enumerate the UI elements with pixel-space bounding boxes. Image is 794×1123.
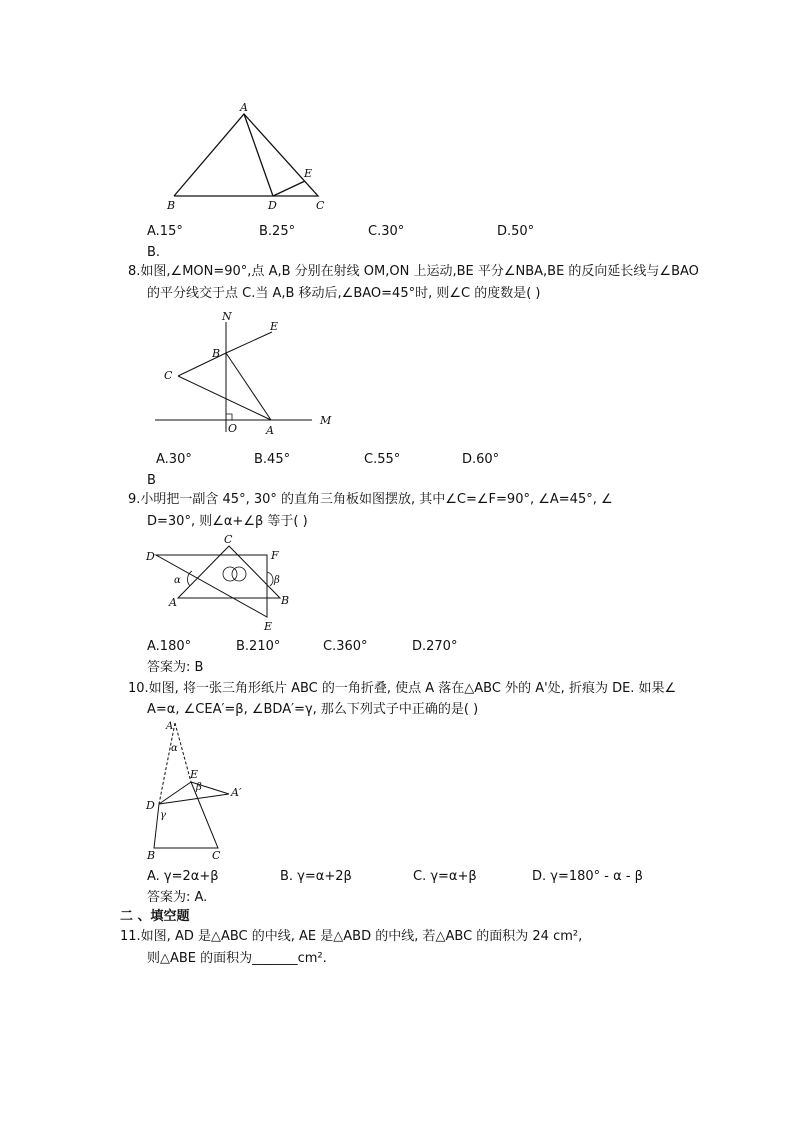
q11-stem-line1: 11.如图, AD 是△ABC 的中线, AE 是△ABD 的中线, 若△ABC 的面积为 24 cm², — [120, 929, 583, 944]
q7-label-E: E — [304, 167, 313, 180]
q9-label-D: D — [146, 550, 155, 563]
q10-stem-line1: 10.如图, 将一张三角形纸片 ABC 的一角折叠, 使点 A 落在△ABC 外的 A'处, 折痕为 DE. 如果∠ — [128, 681, 677, 696]
q9-option-b: B.210° — [236, 639, 281, 654]
q10-option-b: B. γ=α+2β — [280, 869, 352, 884]
q10-label-A: A — [166, 721, 174, 732]
q8-label-N: N — [222, 310, 232, 323]
q8-option-a: A.30° — [156, 452, 192, 467]
q9-label-beta: β — [274, 575, 280, 586]
q8-label-O: O — [228, 422, 238, 435]
q7-option-b: B.25° — [259, 224, 296, 239]
q10-figure — [140, 720, 260, 862]
q8-option-c: C.55° — [364, 452, 401, 467]
q10-option-d: D. γ=180° - α - β — [532, 869, 643, 884]
q9-figure — [140, 532, 300, 634]
q10-label-beta: β — [196, 782, 202, 793]
q7-answer: B. — [147, 245, 161, 260]
q7-figure — [160, 98, 340, 213]
q10-label-E: E — [190, 768, 199, 781]
q10-option-a: A. γ=2α+β — [147, 869, 219, 884]
q9-stem-line1: 9.小明把一副含 45°, 30° 的直角三角板如图摆放, 其中∠C=∠F=90°, ∠A=45°, ∠ — [128, 492, 613, 507]
q9-label-F: F — [271, 549, 279, 562]
q10-label-Aprime: A′ — [231, 786, 242, 799]
q10-label-gamma: γ — [160, 810, 166, 821]
section2-title: 二 、填空题 — [120, 909, 190, 924]
q7-option-c: C.30° — [368, 224, 405, 239]
q10-stem-line2: A=α, ∠CEA′=β, ∠BDA′=γ, 那么下列式子中正确的是( ) — [147, 702, 479, 717]
q7-label-D: D — [268, 199, 277, 212]
q10-label-alpha: α — [171, 743, 178, 754]
q10-answer: 答案为: A. — [147, 890, 208, 905]
q8-option-d: D.60° — [462, 452, 500, 467]
q9-label-A: A — [169, 596, 177, 609]
q9-option-a: A.180° — [147, 639, 192, 654]
q8-figure — [150, 308, 340, 440]
q7-label-A: A — [240, 101, 248, 114]
q8-option-b: B.45° — [254, 452, 291, 467]
q8-label-E: E — [270, 320, 279, 333]
q8-label-M: M — [320, 414, 332, 427]
q9-label-C: C — [224, 533, 233, 546]
q9-option-d: D.270° — [412, 639, 458, 654]
q7-option-d: D.50° — [497, 224, 535, 239]
q7-option-a: A.15° — [147, 224, 183, 239]
q10-option-c: C. γ=α+β — [413, 869, 477, 884]
q9-label-B: B — [281, 594, 290, 607]
q7-label-B: B — [167, 199, 176, 212]
q9-answer: 答案为: B — [147, 660, 204, 675]
q9-label-E: E — [264, 620, 273, 633]
q10-label-D: D — [146, 799, 155, 812]
q11-stem-line2: 则△ABE 的面积为_______cm². — [147, 951, 327, 966]
q7-label-C: C — [316, 199, 325, 212]
q8-label-A: A — [266, 424, 274, 437]
q8-answer: B — [147, 473, 156, 488]
q9-label-alpha: α — [174, 575, 181, 586]
q8-label-B: B — [212, 347, 221, 360]
q10-label-B: B — [147, 849, 156, 862]
q8-stem-line2: 的平分线交于点 C.当 A,B 移动后,∠BAO=45°时, 则∠C 的度数是( ) — [147, 286, 541, 301]
q9-option-c: C.360° — [323, 639, 368, 654]
q9-stem-line2: D=30°, 则∠α+∠β 等于( ) — [147, 514, 308, 529]
q8-stem-line1: 8.如图,∠MON=90°,点 A,B 分别在射线 OM,ON 上运动,BE 平分∠NBA,BE 的反向延长线与∠BAO — [128, 264, 699, 279]
q10-label-C: C — [212, 849, 221, 862]
q8-label-C: C — [164, 369, 173, 382]
